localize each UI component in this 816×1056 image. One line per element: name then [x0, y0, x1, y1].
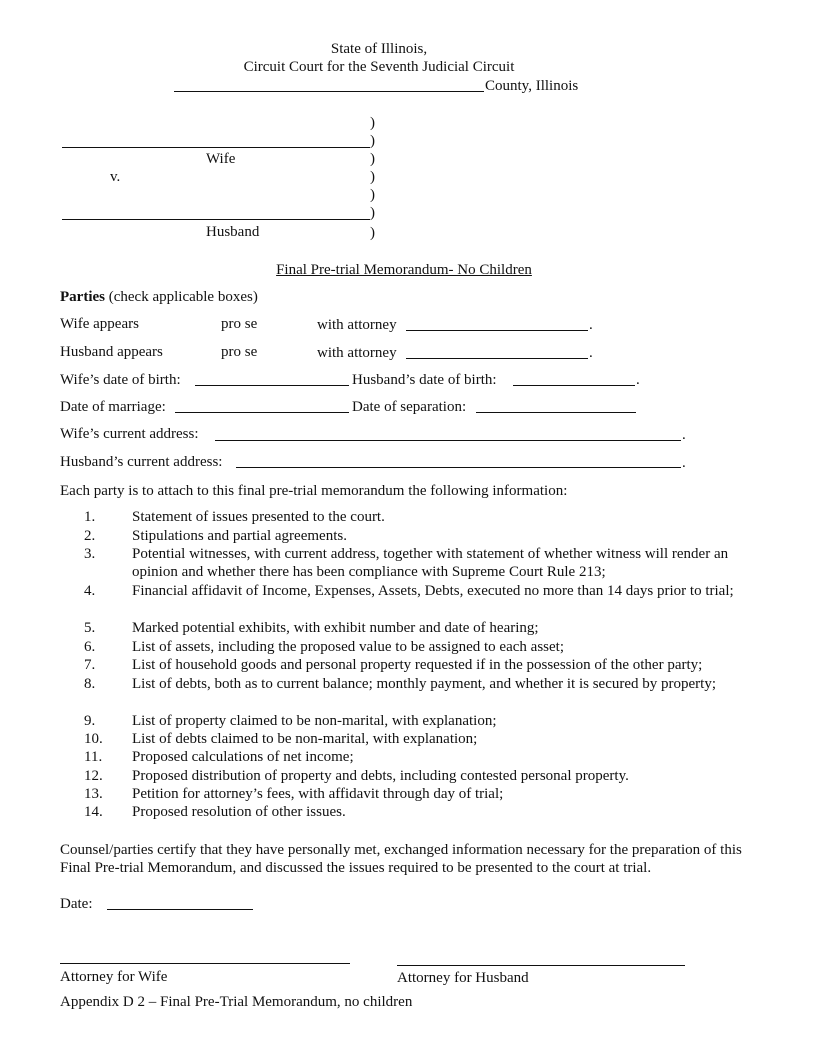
period: . — [682, 427, 686, 443]
wife-pro-se-option[interactable]: pro se — [221, 316, 258, 332]
period: . — [589, 317, 593, 333]
certification-text: Counsel/parties certify that they have personally met, exchanged information necessary for the preparation of this Final Pre-trial Memorandum, and discussed the issues required to be presented to the court at trial. — [60, 842, 742, 876]
list-item: List of debts claimed to be non-marital, with explanation; — [132, 731, 478, 747]
wife-address-label: Wife’s current address: — [60, 426, 199, 442]
husband-dob-blank[interactable] — [513, 385, 635, 386]
list-item: List of household goods and personal property requested if in the possession of the other party; — [132, 657, 703, 673]
list-item-number: 5. — [84, 620, 96, 636]
wife-attorney-signature-line[interactable] — [60, 963, 350, 964]
wife-with-attorney-option[interactable]: with attorney — [317, 317, 397, 333]
county-blank[interactable] — [174, 91, 484, 92]
list-item: Proposed distribution of property and debts, including contested personal property. — [132, 768, 629, 784]
instructions-text: Each party is to attach to this final pre-trial memorandum the following information: — [60, 483, 568, 499]
date-of-marriage-blank[interactable] — [175, 412, 349, 413]
date-label: Date: — [60, 896, 93, 912]
wife-dob-blank[interactable] — [195, 385, 349, 386]
caption-wife: Wife — [206, 151, 236, 167]
caption-versus: v. — [110, 169, 121, 185]
period: . — [589, 345, 593, 361]
husband-dob-label: Husband’s date of birth: — [352, 372, 497, 388]
list-item: Proposed calculations of net income; — [132, 749, 354, 765]
date-of-separation-blank[interactable] — [476, 412, 636, 413]
list-item: Proposed resolution of other issues. — [132, 804, 346, 820]
header-county: County, Illinois — [485, 78, 579, 94]
list-item: Potential witnesses, with current address, together with statement of whether witness will render an opinion and whether there has been compliance with Supreme Court Rule 213; — [132, 546, 729, 580]
list-item-number: 9. — [84, 713, 96, 729]
paren: ) — [370, 151, 375, 167]
husband-pro-se-option[interactable]: pro se — [221, 344, 258, 360]
date-of-marriage-label: Date of marriage: — [60, 399, 166, 415]
paren: ) — [370, 169, 375, 185]
list-item-number: 6. — [84, 639, 96, 655]
list-item-number: 7. — [84, 657, 96, 673]
list-item-number: 13. — [84, 786, 103, 802]
wife-dob-label: Wife’s date of birth: — [60, 372, 181, 388]
date-of-separation-label: Date of separation: — [352, 399, 467, 415]
list-item: Stipulations and partial agreements. — [132, 528, 347, 544]
parties-label: Parties — [60, 289, 105, 305]
list-item-number: 12. — [84, 768, 103, 784]
document-title: Final Pre-trial Memorandum- No Children — [276, 262, 532, 278]
list-item: List of assets, including the proposed value to be assigned to each asset; — [132, 639, 564, 655]
date-blank[interactable] — [107, 909, 253, 910]
husband-with-attorney-option[interactable]: with attorney — [317, 345, 397, 361]
list-item: List of debts, both as to current balance; monthly payment, and whether it is secured by property; — [132, 676, 717, 692]
husband-address-blank[interactable] — [236, 467, 681, 468]
paren: ) — [370, 187, 375, 203]
husband-name-blank[interactable] — [62, 219, 370, 220]
paren: ) — [370, 115, 375, 131]
wife-address-blank[interactable] — [215, 440, 681, 441]
list-item: Marked potential exhibits, with exhibit number and date of hearing; — [132, 620, 539, 636]
wife-attorney-blank[interactable] — [406, 330, 588, 331]
list-item-number: 4. — [84, 583, 96, 599]
attorney-for-husband-label: Attorney for Husband — [397, 970, 529, 986]
list-item-number: 2. — [84, 528, 96, 544]
parties-note: (check applicable boxes) — [108, 289, 258, 305]
list-item-number: 11. — [84, 749, 103, 765]
header-state: State of Illinois, — [330, 41, 428, 57]
list-item-number: 14. — [84, 804, 103, 820]
appendix-footer: Appendix D 2 – Final Pre-Trial Memorandum, no children — [60, 994, 413, 1010]
wife-name-blank[interactable] — [62, 147, 370, 148]
list-item-number: 10. — [84, 731, 103, 747]
list-item-number: 1. — [84, 509, 96, 525]
husband-address-label: Husband’s current address: — [60, 454, 223, 470]
attorney-for-wife-label: Attorney for Wife — [60, 969, 168, 985]
caption-husband: Husband — [206, 224, 260, 240]
paren: ) — [370, 133, 375, 149]
husband-attorney-blank[interactable] — [406, 358, 588, 359]
list-item-number: 3. — [84, 546, 96, 562]
paren: ) — [370, 205, 375, 221]
header-court: Circuit Court for the Seventh Judicial Circuit — [243, 59, 515, 75]
husband-attorney-signature-line[interactable] — [397, 965, 685, 966]
period: . — [682, 455, 686, 471]
list-item: Statement of issues presented to the court. — [132, 509, 385, 525]
list-item-number: 8. — [84, 676, 96, 692]
list-item: Financial affidavit of Income, Expenses, Assets, Debts, executed no more than 14 days prior to trial; — [132, 583, 734, 599]
parties-heading — [60, 288, 258, 306]
husband-appears-label: Husband appears — [60, 344, 163, 360]
list-item: List of property claimed to be non-marital, with explanation; — [132, 713, 497, 729]
wife-appears-label: Wife appears — [60, 316, 139, 332]
paren: ) — [370, 225, 375, 241]
period: . — [636, 372, 640, 388]
list-item: Petition for attorney’s fees, with affidavit through day of trial; — [132, 786, 504, 802]
